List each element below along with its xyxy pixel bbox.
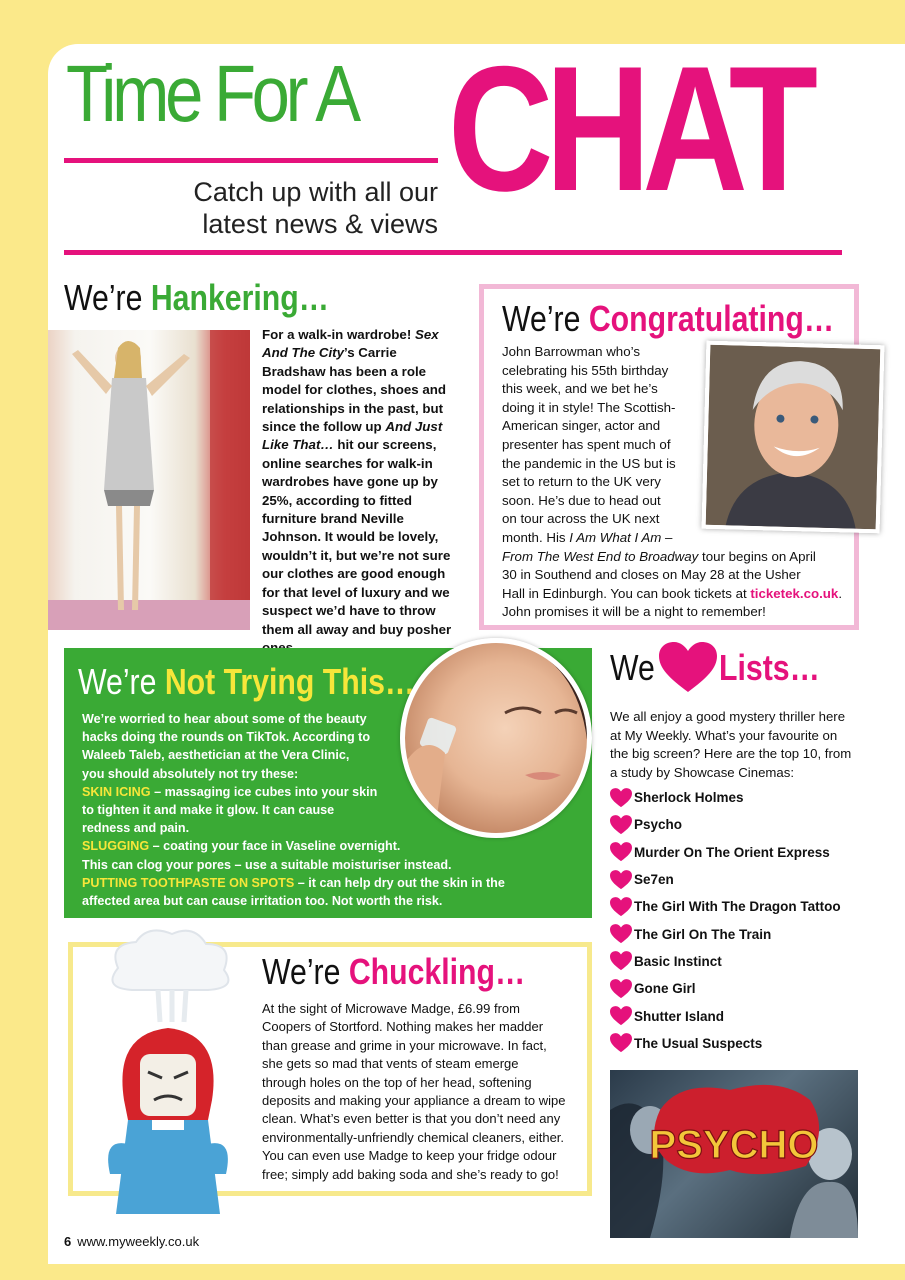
not-trying-item-text: This can clog your pores – use a suitable moisturiser instead.	[82, 857, 452, 872]
page-number: 6	[64, 1234, 72, 1249]
woman-in-wardrobe-icon	[48, 330, 250, 630]
lists-intro-line: a study by Showcase Cinemas:	[610, 764, 794, 780]
chuckling-line: she gets so mad that vents of steam emerge	[262, 1056, 519, 1072]
congratulating-body	[502, 343, 862, 622]
subtitle-line-1: Catch up with all our	[193, 177, 438, 207]
list-item-title: Sherlock Holmes	[634, 790, 744, 806]
chuckling-line: than grease and grime in your microwave. In fact,	[262, 1037, 547, 1053]
list-item-title: Murder On The Orient Express	[634, 844, 830, 860]
not-trying-item-text: to tighten it and make it glow. It can cause	[82, 803, 335, 818]
heart-bullet-icon	[610, 870, 632, 890]
chuckling-line: deposits and making your appliance a dream to wipe	[262, 1093, 566, 1109]
list-item	[610, 811, 870, 838]
chuckling-body	[262, 1000, 584, 1184]
psycho-title: PSYCHO	[649, 1123, 819, 1167]
not-trying-item-text: redness and pain.	[82, 821, 190, 836]
congratulating-line: set to return to the UK very	[502, 474, 661, 490]
microwave-madge-photo	[88, 924, 248, 1220]
list-item-title: Gone Girl	[634, 981, 696, 997]
heart-bullet-icon	[610, 1006, 632, 1026]
chuckling-line: free; simply add baking soda and she’s ready to go!	[262, 1166, 559, 1182]
congratulating-line-11: month. His I Am What I Am –	[502, 529, 673, 545]
heading-bold: Congratulating…	[588, 298, 835, 339]
not-trying-intro-line: We’re worried to hear about some of the beauty	[82, 712, 367, 726]
heading-bold: Not Trying This…	[164, 661, 416, 702]
heart-bullet-icon	[610, 788, 632, 808]
list-item	[610, 1002, 870, 1029]
lists-intro-line: We all enjoy a good mystery thriller here	[610, 709, 846, 724]
list-item-title: Se7en	[634, 872, 674, 888]
list-item	[610, 920, 870, 947]
list-item	[610, 1030, 870, 1057]
not-trying-item-label: SKIN ICING	[82, 784, 151, 799]
list-item-title: The Girl With The Dragon Tattoo	[634, 899, 841, 915]
congratulating-line: doing it in style! The Scottish-	[502, 399, 676, 415]
congratulating-line: this week, and we bet he’s	[502, 381, 658, 397]
chuckling-line: through holes on the top of her head, softening	[262, 1074, 532, 1090]
list-item-title: The Usual Suspects	[634, 1035, 763, 1051]
heart-bullet-icon	[610, 842, 632, 862]
list-item-title: Shutter Island	[634, 1008, 725, 1024]
page-footer	[64, 1234, 199, 1249]
hankering-body-text	[262, 327, 451, 655]
lists-intro-line: at My Weekly. What’s your favourite on	[610, 727, 838, 743]
microwave-madge-icon	[88, 924, 248, 1220]
subtitle-line-2: latest news & views	[202, 209, 438, 239]
header-subtitle	[108, 176, 438, 240]
hankering-body-segment: For a walk-in wardrobe!	[262, 327, 415, 342]
heart-bullet-icon	[610, 924, 632, 944]
congratulating-line-15: John promises it will be a night to remember!	[502, 604, 766, 620]
list-item	[610, 866, 870, 893]
heart-bullet-icon	[610, 815, 632, 835]
congratulating-line-12: From The West End to Broadway tour begins on April	[502, 548, 816, 564]
lists-items	[610, 784, 870, 1057]
not-trying-item-label: PUTTING TOOTHPASTE ON SPOTS	[82, 875, 295, 890]
face-icon	[405, 643, 589, 833]
congratulating-line-13: 30 in Southend and closes on May 28 at the Usher	[502, 567, 801, 583]
not-trying-item-text: affected area but can cause irritation too. Not worth the risk.	[82, 894, 443, 909]
footer-website-link[interactable]: www.myweekly.co.uk	[77, 1234, 200, 1249]
heading-prefix: We’re	[502, 298, 581, 339]
header-divider-short	[64, 158, 438, 163]
list-item	[610, 975, 870, 1002]
heading-prefix: We’re	[64, 277, 143, 318]
heart-bullet-icon	[610, 951, 632, 971]
congratulating-heading	[502, 298, 835, 339]
not-trying-intro-line: hacks doing the rounds on TikTok. According to	[82, 730, 371, 745]
not-trying-intro-line: you should absolutely not try these:	[82, 766, 299, 781]
title-chat: CHAT	[448, 44, 810, 228]
lists-heading	[610, 642, 839, 694]
not-trying-item-text: – massaging ice cubes into your skin	[150, 784, 378, 799]
congratulating-lines	[502, 343, 862, 529]
heading-prefix: We’re	[262, 951, 341, 992]
congratulating-line: soon. He’s due to head out	[502, 492, 661, 508]
hankering-body-segment: And Just Like That…	[262, 419, 443, 453]
ticketek-link[interactable]: ticketek.co.uk	[750, 585, 839, 601]
woman-skin-icing-photo	[400, 638, 592, 838]
chuckling-line: clean. What’s even better is that you don’t need any	[262, 1111, 561, 1127]
hankering-body-segment: Sex And The City	[262, 327, 439, 361]
list-item-title: The Girl On The Train	[634, 926, 772, 942]
magazine-page	[48, 44, 905, 1264]
psycho-poster-icon	[610, 1070, 858, 1238]
hankering-body-segment: ’s Carrie Bradshaw has been a role model for clothes, shoes and relationships in the past, but since the follow up	[262, 345, 446, 435]
chuckling-heading	[262, 951, 526, 992]
lists-intro	[610, 708, 870, 782]
not-trying-item-line	[82, 856, 582, 874]
congratulating-line: celebrating his 55th birthday	[502, 362, 669, 378]
heart-icon	[659, 642, 717, 694]
congratulating-line: on tour across the UK next	[502, 511, 660, 527]
chuckling-line: environmentally-unfriendly chemical cleaners, either.	[262, 1129, 565, 1145]
hankering-body	[262, 326, 458, 657]
not-trying-intro-line: Waleeb Taleb, aesthetician at the Vera Clinic,	[82, 748, 350, 763]
list-item-title: Basic Instinct	[634, 953, 722, 969]
congratulating-line: presenter has spent much of	[502, 436, 671, 452]
heart-bullet-icon	[610, 897, 632, 917]
not-trying-item-text: – coating your face in Vaseline overnight.	[149, 839, 401, 854]
heading-prefix: We’re	[78, 661, 157, 702]
not-trying-item-line	[82, 837, 582, 855]
header-divider-long	[64, 250, 842, 255]
hankering-body-segment: hit our screens, online searches for walk-in wardrobes have gone up by 25%, according to fitted furniture brand Neville Johnson. It would be lovely, wouldn’t it, but we’re not sure our clothes are good enough for that level of luxury and we suspect we’d have to throw them all away and buy posher	[262, 437, 452, 637]
psycho-poster	[610, 1070, 858, 1238]
congratulating-line: the pandemic in the US but is	[502, 455, 676, 471]
heading-bold: Hankering…	[150, 277, 329, 318]
not-trying-item-line	[82, 892, 582, 910]
chuckling-line: Coopers of Stortford. Nothing makes her madder	[262, 1019, 544, 1035]
heading-prefix: We	[610, 647, 655, 688]
list-item-title: Psycho	[634, 817, 683, 833]
not-trying-item-line	[82, 874, 582, 892]
not-trying-item-label: SLUGGING	[82, 839, 150, 854]
lists-intro-line: the big screen? Here are the top 10, from	[610, 746, 852, 762]
heading-bold: Lists…	[719, 647, 821, 688]
walk-in-wardrobe-photo	[48, 330, 250, 630]
list-item	[610, 839, 870, 866]
title-time-for-a: Time For A	[66, 49, 357, 138]
heart-bullet-icon	[610, 979, 632, 999]
not-trying-heading	[78, 661, 416, 702]
heart-bullet-icon	[610, 1033, 632, 1053]
list-item	[610, 893, 870, 920]
chuckling-line: You can even use Madge to keep your fridge odour	[262, 1148, 557, 1164]
list-item	[610, 784, 870, 811]
not-trying-item-text: – it can help dry out the skin in the	[294, 875, 505, 890]
congratulating-line: American singer, actor and	[502, 418, 661, 434]
heading-bold: Chuckling…	[348, 951, 526, 992]
congratulating-box	[479, 284, 859, 630]
congratulating-line: John Barrowman who’s	[502, 344, 640, 359]
congratulating-line-14: Hall in Edinburgh. You can book tickets at ticketek.co.uk.	[502, 585, 843, 601]
chuckling-line: At the sight of Microwave Madge, £6.99 from	[262, 1001, 520, 1016]
list-item	[610, 948, 870, 975]
hankering-heading	[64, 277, 329, 318]
